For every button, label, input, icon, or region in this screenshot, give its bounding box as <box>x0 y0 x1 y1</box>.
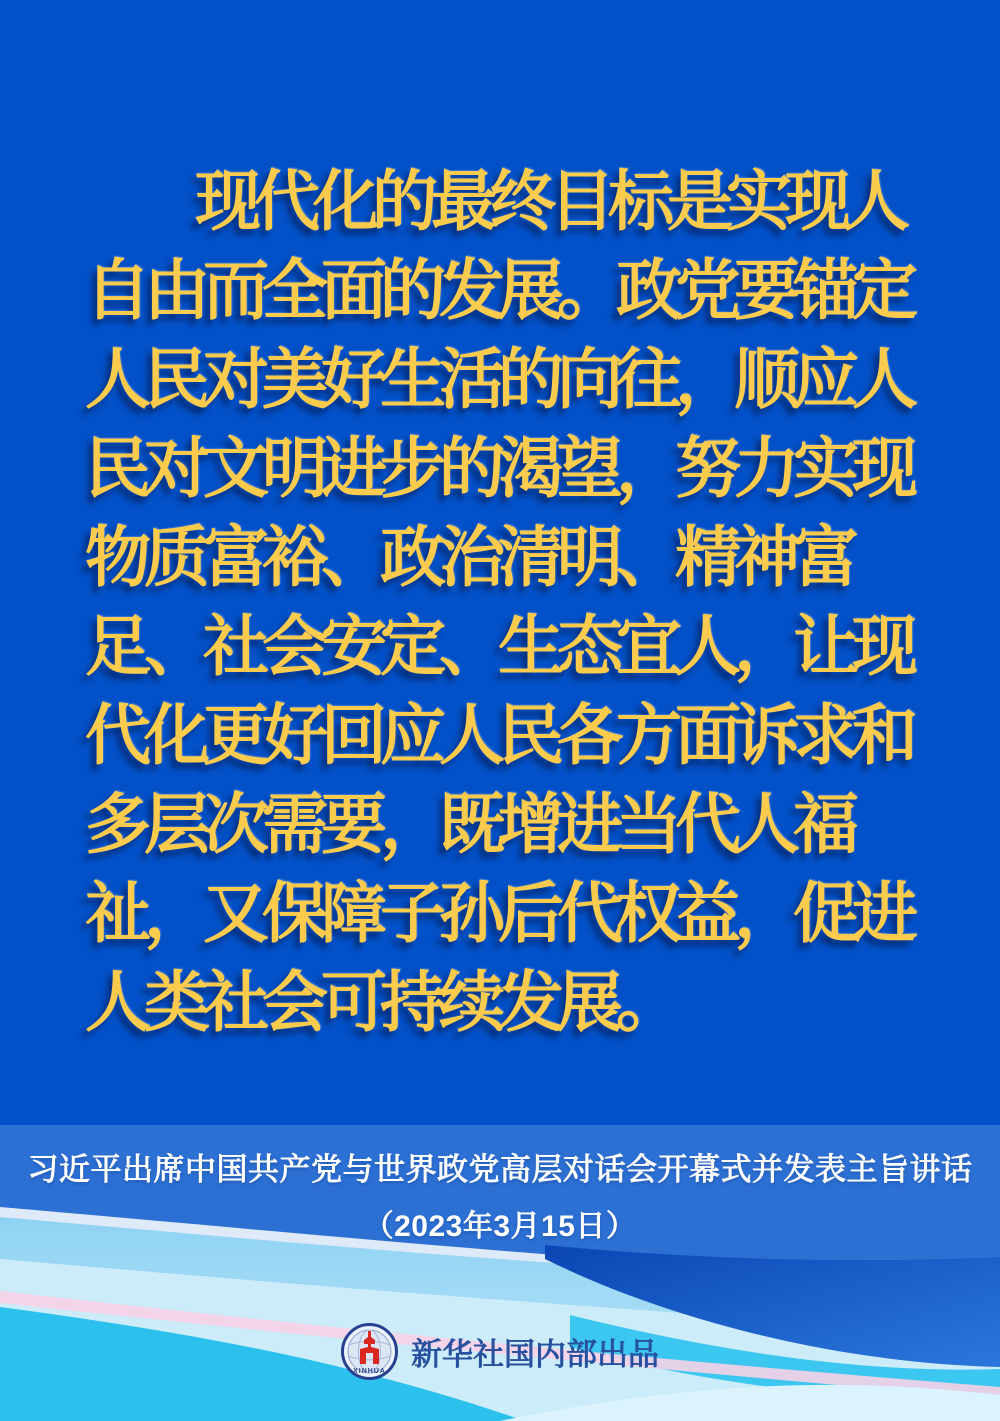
quote-line: 现代化的最终目标是实现人 <box>195 166 903 239</box>
quote-line: 人类社会可持续发展。 <box>85 967 675 1040</box>
quote-line: 民对文明进步的渴望，努力实现 <box>85 433 911 506</box>
caption-date: （2023年3月15日） <box>363 1210 637 1243</box>
publisher-brand <box>341 1323 659 1380</box>
caption-title: 习近平出席中国共产党与世界政党高层对话会开幕式并发表主旨讲话 <box>27 1152 973 1187</box>
quote-line: 物质富裕、政治清明、精神富 <box>85 522 852 595</box>
quote-line: 多层次需要，既增进当代人福 <box>85 789 852 862</box>
quote-line: 足、社会安定、生态宜人，让现 <box>85 611 911 684</box>
quote-line: 人民对美好生活的向往，顺应人 <box>85 344 911 417</box>
publisher-label: 新华社国内部出品 <box>411 1337 659 1372</box>
quote-line: 自由而全面的发展。政党要锚定 <box>85 255 911 328</box>
logo-wordmark: XINHUA <box>353 1368 386 1375</box>
quote-line: 祉，又保障子孙后代权益，促进 <box>85 878 911 951</box>
wave-graphics-icon <box>0 1185 1000 1421</box>
footer-wave-area <box>0 1185 1000 1421</box>
quote-text <box>85 158 928 1048</box>
xinhua-logo-icon <box>341 1323 398 1380</box>
quote-line: 代化更好回应人民各方面诉求和 <box>85 700 911 773</box>
